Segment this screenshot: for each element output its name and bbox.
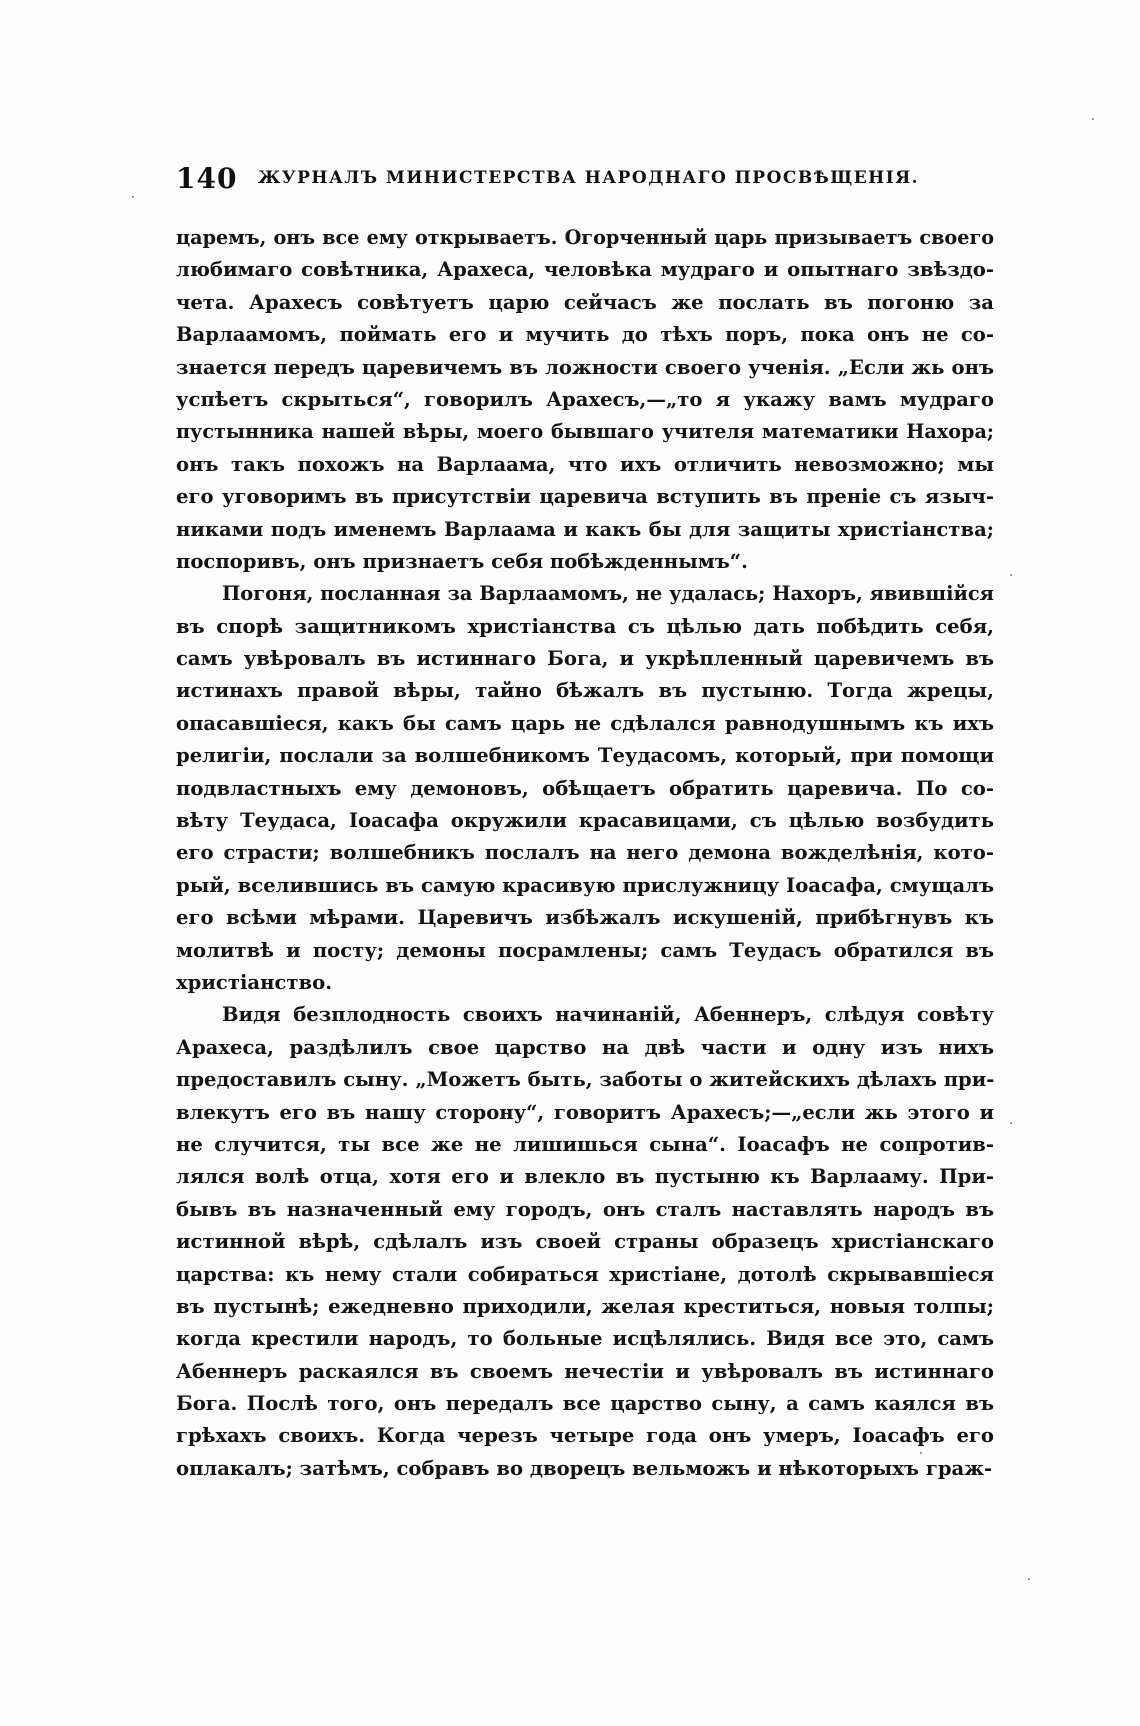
text-line: предоставилъ сыну. „Можетъ быть, заботы о житейскихъ дѣлахъ при- [176,1068,994,1092]
text-line: царства: къ нему стали собираться христіане, дотолѣ скрывавшіеся [176,1262,994,1286]
text-line: оплакалъ; затѣмъ, собравъ во дворецъ вельможъ и нѣкоторыхъ граж- [176,1456,993,1480]
text-line: лялся волѣ отца, хотя его и влекло въ пустыню къ Варлааму. При- [176,1165,994,1189]
paragraph [176,222,994,578]
text-line: Видя безплодность своихъ начинаній, Абеннеръ, слѣдуя совѣту [222,1003,994,1027]
text-line: его страсти; волшебникъ послалъ на него демона вожделѣнія, кото- [176,841,994,865]
text-line: Варлаамомъ, поймать его и мучить до тѣхъ поръ, пока онъ не со- [176,323,994,347]
text-line: самъ увѣровалъ въ истиннаго Бога, и укрѣпленный царевичемъ въ [176,647,994,671]
text-line: успѣетъ скрыться“, говорилъ Арахесъ,—„то я укажу вамъ мудраго [176,387,994,411]
text-line: вѣту Теудаса, Іоасафа окружили красавицами, съ цѣлью возбудить [176,809,994,833]
body-text [176,222,994,1485]
text-line: бывъ въ назначенный ему городъ, онъ сталъ наставлять народъ въ [176,1197,994,1221]
text-line: когда крестили народъ, то больные исцѣлялись. Видя все это, самъ [176,1327,994,1351]
text-line: чета. Арахесъ совѣтуетъ царю сейчасъ же послать въ погоню за [176,290,994,314]
text-line: его уговоримъ въ присутствіи царевича вступить въ преніе съ языч- [176,485,994,509]
text-line: влекутъ его въ нашу сторону“, говоритъ Арахесъ;—„если жь этого и [176,1100,994,1124]
scan-speck [1010,1122,1012,1124]
text-line: въ спорѣ защитникомъ христіанства съ цѣлью дать побѣдить себя, [176,614,994,638]
paragraph [176,999,994,1485]
text-line: никами подъ именемъ Варлаама и какъ бы для защиты христіанства; [176,517,994,541]
text-line: онъ такъ похожъ на Варлаама, что ихъ отличить невозможно; мы [176,452,994,476]
scan-speck [1092,118,1094,120]
text-line: Бога. Послѣ того, онъ передалъ все царство сыну, а самъ каялся въ [176,1392,994,1416]
text-line: грѣхахъ своихъ. Когда черезъ четыре года онъ умеръ, Іоасафъ его [176,1424,994,1448]
scan-speck [132,196,134,198]
page-number: 140 [176,162,238,195]
page-header [176,162,1002,202]
text-line: подвластныхъ ему демоновъ, обѣщаетъ обратить царевича. По со- [176,776,994,800]
scan-speck [1010,574,1012,576]
text-line: рый, вселившись въ самую красивую прислужницу Іоасафа, смущалъ [176,873,994,897]
text-line: не случится, ты все же не лишишься сына“. Іоасафъ не сопротив- [176,1132,994,1156]
text-line: пустынника нашей вѣры, моего бывшаго учителя математики Нахора; [176,420,994,444]
text-line: христіанство. [176,970,333,994]
text-line: религіи, послали за волшебникомъ Теудасомъ, который, при помощи [176,744,994,768]
text-line: молитвѣ и посту; демоны посрамлены; самъ Теудасъ обратился въ [176,938,994,962]
text-line: Погоня, посланная за Варлаамомъ, не удалась; Нахоръ, явившійся [222,582,994,606]
text-line: знается передъ царевичемъ въ ложности своего ученія. „Если жь онъ [176,355,994,379]
text-line: въ пустынѣ; ежедневно приходили, желая креститься, новыя толпы; [176,1294,994,1318]
text-line: его всѣми мѣрами. Царевичъ избѣжалъ искушеній, прибѣгнувъ къ [176,906,994,930]
scan-speck [1028,1578,1030,1580]
text-line: поспоривъ, онъ признаетъ себя побѣжденнымъ“. [176,549,748,573]
text-line: Арахеса, раздѣлилъ свое царство на двѣ части и одну изъ нихъ [176,1035,994,1059]
text-line: опасавшіеся, какъ бы самъ царь не сдѣлался равнодушнымъ къ ихъ [176,711,994,735]
running-title: ЖУРНАЛЪ МИНИСТЕРСТВА НАРОДНАГО ПРОСВѢЩЕНІЯ. [258,168,920,188]
text-line: Абеннеръ раскаялся въ своемъ нечестіи и увѣровалъ въ истиннаго [176,1359,994,1383]
scan-speck [920,1452,922,1454]
text-line: истинахъ правой вѣры, тайно бѣжалъ въ пустыню. Тогда жрецы, [176,679,994,703]
text-line: истинной вѣрѣ, сдѣлалъ изъ своей страны образецъ христіанскаго [176,1230,994,1254]
text-line: любимаго совѣтника, Арахеса, человѣка мудраго и опытнаго звѣздо- [176,258,994,282]
paragraph [176,578,994,999]
text-line: царемъ, онъ все ему открываетъ. Огорченный царь призываетъ своего [176,226,994,249]
